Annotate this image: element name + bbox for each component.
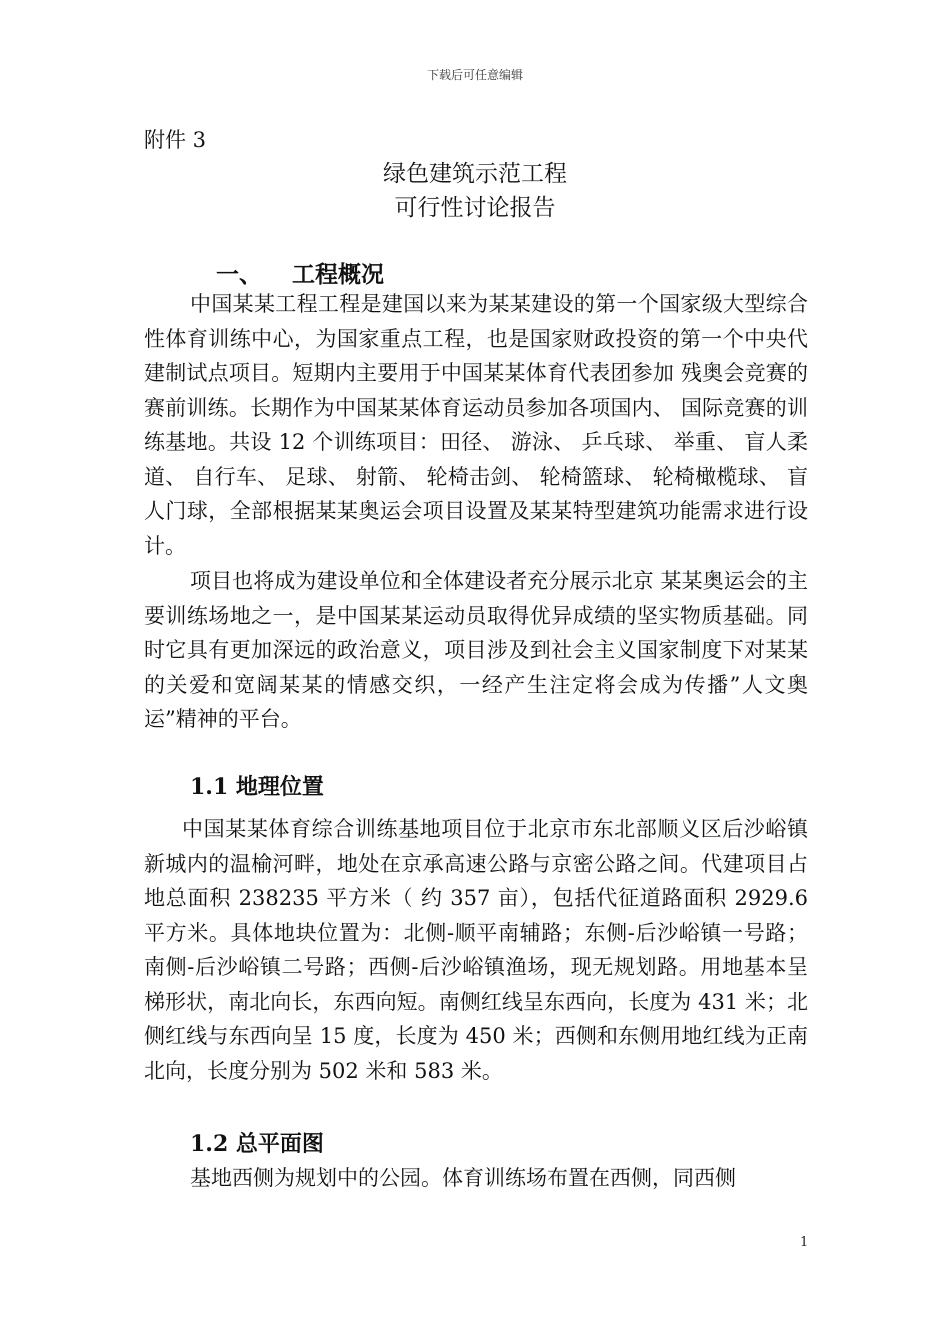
section-title: 工程概况: [292, 261, 384, 288]
site-plan-paragraph: 基地西侧为规划中的公园。体育训练场布置在西侧，同西侧: [190, 1166, 736, 1190]
document-subtitle: 可行性讨论报告: [394, 195, 556, 221]
section-number: 一、: [216, 261, 262, 288]
page-number: 1: [800, 1235, 809, 1250]
location-paragraph: 中国某某体育综合训练基地项目位于北京市东北部顺义区后沙峪镇新城内的温榆河畔，地处在京承高速公路与京密公路之间。代建项目占地总面积 238235 平方米（ 约 357 亩），包括代征道路面积 2929.6 平方米。具体地块位置为：北侧-顺平南辅路；东侧-后沙峪镇一号路；南侧-后沙峪镇二号路；西侧-后沙峪镇渔场，现无规划路。用地基本呈梯形状，南北向长，东西向短。南侧红线呈东西向，长度为 431 米；北侧红线与东西向呈 15 度，长度为 450 米；西侧和东侧用地红线为正南北向，长度分别为 502 米和 583 米。: [144, 817, 808, 1083]
overview-paragraph-2: 项目也将成为建设单位和全体建设者充分展示北京 某某奥运会的主要训练场地之一，是中国某某运动员取得优异成绩的坚实物质基础。同时它具有更加深远的政治意义，项目涉及到社会主义国家制度下对某某的关爱和宽阔某某的情感交织，一经产生注定将会成为传播”人文奥运”精神的平台。: [144, 569, 808, 731]
overview-paragraph-1: 中国某某工程工程是建国以来为某某建设的第一个国家级大型综合性体育训练中心，为国家重点工程，也是国家财政投资的第一个中央代建制试点项目。短期内主要用于中国某某体育代表团参加 残奥会竞赛的赛前训练。长期作为中国某某体育运动员参加各项国内、 国际竞赛的训练基地。共设 12 个训练项目：田径、 游泳、 乒乓球、 举重、 盲人柔道、 自行车、 足球、 射箭、 轮椅击剑、 轮椅篮球、 轮椅橄榄球、 盲人门球，全部根据某某奥运会项目设置及某某特型建筑功能需求进行设计。: [144, 292, 808, 558]
header-note: 下载后可任意编辑: [426, 68, 523, 82]
attachment-label: 附件 3: [144, 128, 207, 152]
section-heading-overview: [216, 256, 384, 289]
subsection-heading-site-plan: 1.2 总平面图: [190, 1131, 324, 1157]
document-title: 绿色建筑示范工程: [383, 161, 567, 187]
subsection-heading-location: 1.1 地理位置: [190, 774, 324, 800]
